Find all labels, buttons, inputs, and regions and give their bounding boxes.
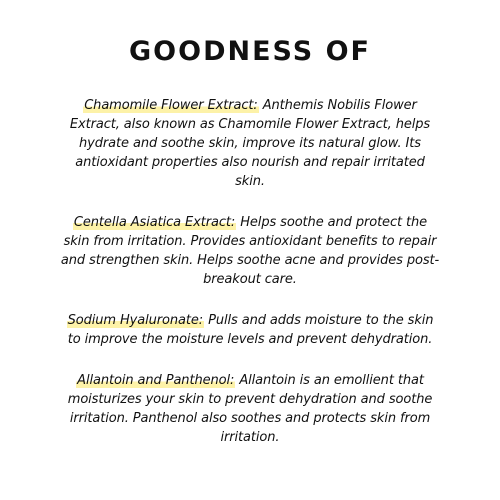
ingredient-chamomile xyxy=(60,96,440,191)
ingredient-sodium-hyaluronate xyxy=(60,311,440,349)
ingredient-description: Allantoin is an emollient that moisturizes your skin to prevent dehydration and soothe irritation. Panthenol also soothes and protects skin from irritation. xyxy=(67,373,433,445)
ingredient-name: Chamomile Flower Extract: xyxy=(84,98,258,113)
ingredient-name: Allantoin and Panthenol: xyxy=(77,373,235,388)
page-title: GOODNESS OF xyxy=(129,36,371,67)
ingredient-list xyxy=(60,96,440,469)
ingredient-allantoin-panthenol xyxy=(60,371,440,447)
ingredient-name: Centella Asiatica Extract: xyxy=(73,215,236,230)
ingredient-description: Helps soothe and protect the skin from irritation. Provides antioxidant benefits to repair and strengthen skin. Helps soothe acne and provides post-breakout care. xyxy=(60,215,440,287)
ingredient-description: Pulls and adds moisture to the skin to improve the moisture levels and prevent dehydration. xyxy=(67,313,434,347)
ingredient-name: Sodium Hyaluronate: xyxy=(67,313,204,328)
ingredient-description: Anthemis Nobilis Flower Extract, also known as Chamomile Flower Extract, helps hydrate and soothe skin, improve its natural glow. Its antioxidant properties also nourish and repair irritated skin. xyxy=(69,98,431,189)
ingredient-centella xyxy=(60,213,440,289)
